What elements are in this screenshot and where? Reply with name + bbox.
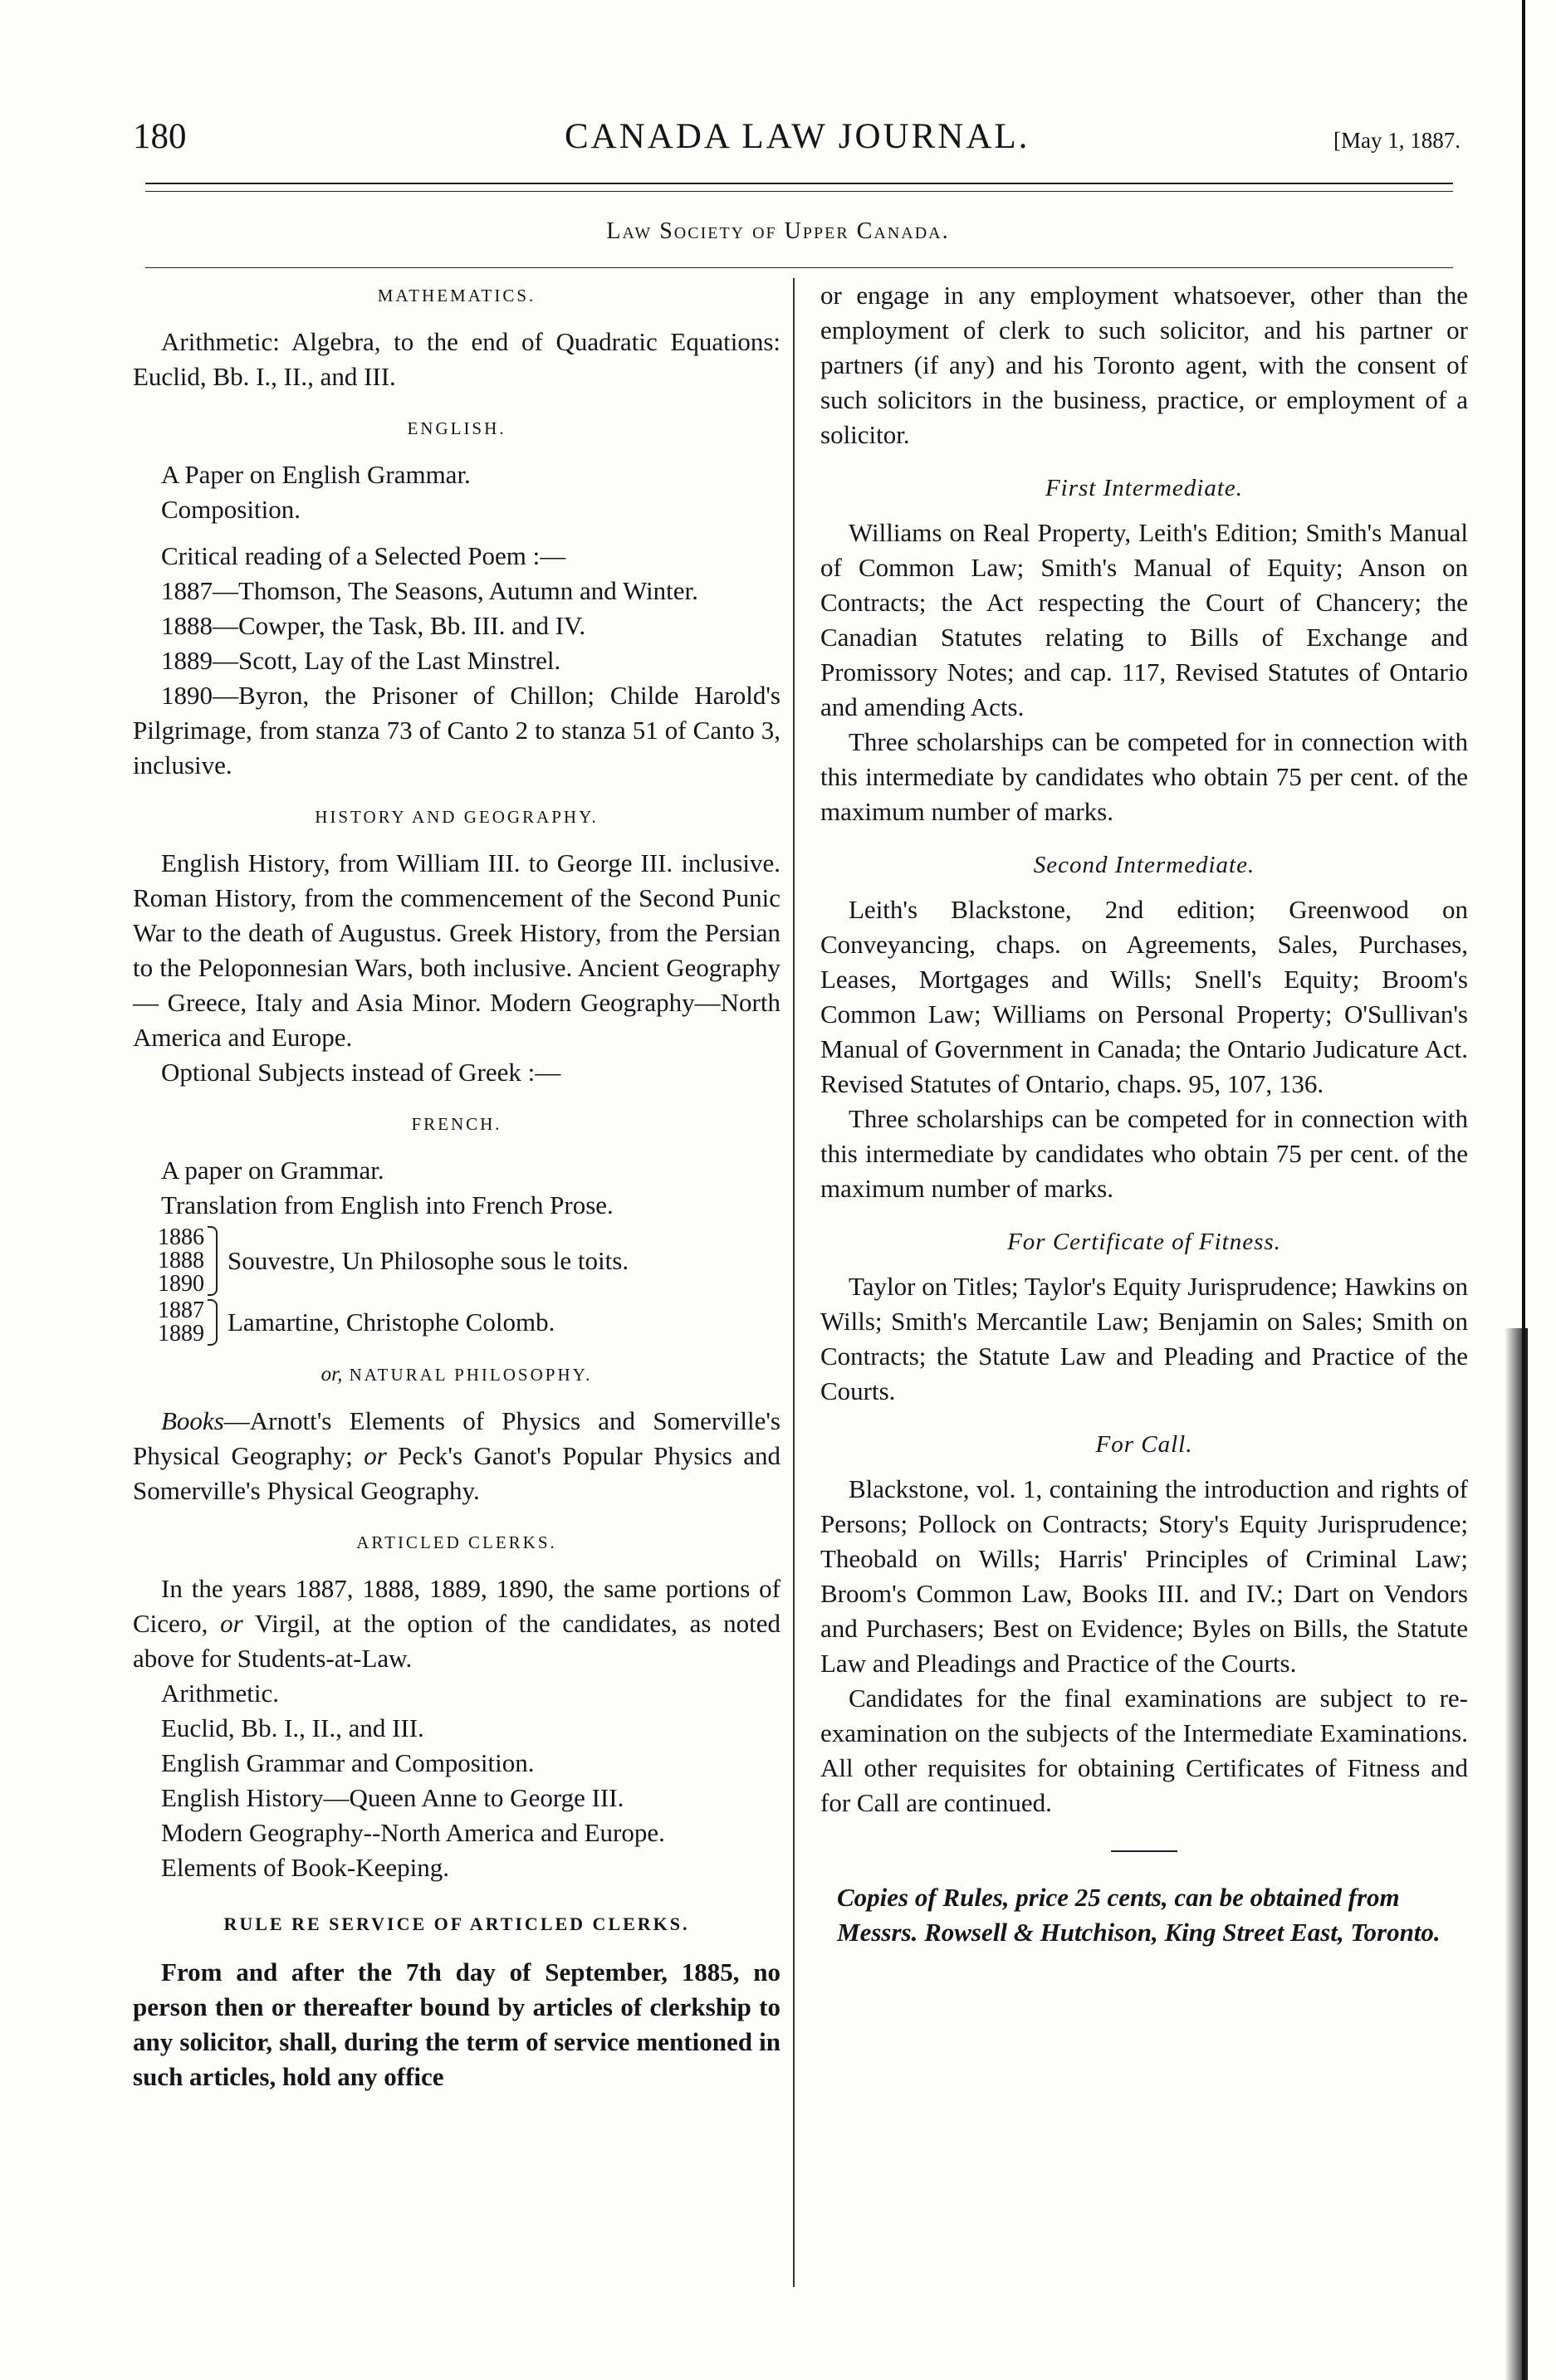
natural-philosophy-label: NATURAL PHILOSOPHY. xyxy=(349,1365,593,1385)
running-head xyxy=(133,116,1461,166)
journal-title: CANADA LAW JOURNAL. xyxy=(565,117,1030,156)
year-list xyxy=(158,1226,204,1296)
reading-title: Lamartine, Christophe Colomb. xyxy=(228,1307,555,1337)
separator-rule xyxy=(1111,1850,1177,1852)
call-text: Blackstone, vol. 1, containing the introduction and rights of Persons; Pollock on Contracts; Story's Equity Jurisprudence; Theobald on Wills; Harris' Principles of Criminal Law; Broom's Common Law, Books III. and IV.; Dart on Vendors and Purchasers; Best on Evidence; Byles on Bills, the Statute Law and Pleadings and Practice of the Courts. xyxy=(820,1474,1468,1678)
books-text-b: Peck's Ganot's Popular Physics and Somerville's Physical Geography. xyxy=(133,1441,780,1505)
mathematics-text: Arithmetic: Algebra, to the end of Quadratic Equations: Euclid, Bb. I., II., and III. xyxy=(133,327,780,391)
english-composition-line: Composition. xyxy=(161,495,301,524)
articled-text-b: Virgil, at the option of the candidates, as noted above for Students-at-Law. xyxy=(133,1609,780,1673)
second-intermediate-scholarships: Three scholarships can be competed for in connection with this intermediate by candidates who obtain 75 per cent. of the maximum number of marks. xyxy=(820,1104,1468,1203)
clerk-subject-item: English Grammar and Composition. xyxy=(161,1748,535,1777)
articled-text-a: In the years 1887, 1888, 1889, 1890, the same portions of Cicero, xyxy=(133,1574,780,1638)
books-label: Books xyxy=(161,1406,224,1435)
history-heading: HISTORY AND GEOGRAPHY. xyxy=(315,807,599,827)
clerk-subject-item: Euclid, Bb. I., II., and III. xyxy=(161,1713,424,1742)
first-intermediate-heading: First Intermediate. xyxy=(1045,475,1244,501)
page-edge-shadow xyxy=(1505,1328,1528,2380)
call-heading: For Call. xyxy=(1095,1431,1193,1458)
history-text: English History, from William III. to George III. inclusive. Roman History, from the commencement of the Second Punic War to the death of Augustus. Greek History, from the Persian to the Peloponnesian Wars, both inclusive. Ancient Geography — Greece, Italy and Asia Minor. Modern Geography—North America and Europe. xyxy=(133,848,780,1052)
clerk-subject-item: English History—Queen Anne to George III. xyxy=(161,1783,624,1812)
first-intermediate-text: Williams on Real Property, Leith's Edition; Smith's Manual of Common Law; Smith's Manual of Equity; Anson on Contracts; the Act respecting the Court of Chancery; the Canadian Statutes relating to Bills of Exchange and Promissory Notes; and cap. 117, Revised Statutes of Ontario and amending Acts. xyxy=(820,518,1468,721)
articled-clerks-text xyxy=(133,1571,780,1676)
issue-date: [May 1, 1887. xyxy=(1333,128,1461,153)
header-rule-top xyxy=(145,183,1453,184)
mathematics-heading: MATHEMATICS. xyxy=(377,286,536,305)
fitness-heading: For Certificate of Fitness. xyxy=(1007,1229,1281,1255)
optional-subjects-line: Optional Subjects instead of Greek :— xyxy=(161,1058,561,1087)
year-label: 1890 xyxy=(158,1271,204,1297)
french-translation-line: Translation from English into French Prose. xyxy=(161,1190,614,1219)
or-word: or xyxy=(220,1609,243,1638)
natural-philosophy-heading xyxy=(133,1357,780,1392)
poem-1888: 1888—Cowper, the Task, Bb. III. and IV. xyxy=(161,611,586,640)
brace-mark xyxy=(208,1226,218,1296)
articled-clerks-heading: ARTICLED CLERKS. xyxy=(356,1532,557,1552)
continuation-text: or engage in any employment whatsoever, other than the employment of clerk to such solicitor, and his partner or partners (if any) and his Toronto agent, with the consent of such solicitors in the business, practice, or employment of a solicitor. xyxy=(820,281,1468,449)
year-label: 1886 xyxy=(158,1224,204,1250)
reading-title: Souvestre, Un Philosophe sous le toits. xyxy=(228,1246,629,1275)
critical-reading-line: Critical reading of a Selected Poem :— xyxy=(161,541,566,570)
section-heading: Law Society of Upper Canada. xyxy=(606,218,950,244)
poem-1889: 1889—Scott, Lay of the Last Minstrel. xyxy=(161,646,561,675)
french-reading-group-1 xyxy=(158,1226,780,1296)
first-intermediate-scholarships: Three scholarships can be competed for in connection with this intermediate by candidates who obtain 75 per cent. of the maximum number of marks. xyxy=(820,727,1468,826)
right-column xyxy=(820,278,1468,1950)
year-label: 1889 xyxy=(158,1321,204,1346)
rule-re-service-text: From and after the 7th day of September, 1885, no person then or thereafter bound by articles of clerkship to any solicitor, shall, during the term of service mentioned in such articles, hold any office xyxy=(133,1957,780,2091)
french-heading: FRENCH. xyxy=(411,1114,502,1134)
header-rule-bottom xyxy=(145,191,1453,192)
clerk-subject-item: Elements of Book-Keeping. xyxy=(161,1853,449,1882)
clerk-subject-item: Modern Geography--North America and Europe. xyxy=(161,1818,665,1847)
poem-1887: 1887—Thomson, The Seasons, Autumn and Winter. xyxy=(161,576,698,605)
or-word: or xyxy=(364,1441,387,1470)
second-intermediate-text: Leith's Blackstone, 2nd edition; Greenwood on Conveyancing, chaps. on Agreements, Sales, Purchases, Leases, Mortgages and Wills; Snell's Equity; Broom's Common Law; Williams on Personal Property; O'Sullivan's Manual of Government in Canada; the Ontario Judicature Act. Revised Statutes of Ontario, chaps. 95, 107, 136. xyxy=(820,895,1468,1098)
french-grammar-line: A paper on Grammar. xyxy=(161,1156,384,1185)
subhead-rule xyxy=(145,267,1453,268)
call-final-text: Candidates for the final examinations are subject to re-examination on the subjects of the Intermediate Examinations. All other requisites for obtaining Certificates of Fitness and for Call are continued. xyxy=(820,1684,1468,1817)
poem-1890: 1890—Byron, the Prisoner of Chillon; Childe Harold's Pilgrimage, from stanza 73 of Canto 2 to stanza 51 of Canto 3, inclusive. xyxy=(133,681,780,779)
french-reading-group-2 xyxy=(158,1299,780,1346)
brace-mark xyxy=(208,1299,218,1346)
second-intermediate-heading: Second Intermediate. xyxy=(1033,852,1255,878)
rule-re-service-heading: RULE RE SERVICE OF ARTICLED CLERKS. xyxy=(223,1913,690,1934)
year-list xyxy=(158,1299,204,1346)
natural-philosophy-text xyxy=(133,1404,780,1508)
or-word: or, xyxy=(320,1363,343,1385)
english-heading: ENGLISH. xyxy=(407,418,506,438)
books-text-a: —Arnott's Elements of Physics and Somerville's Physical Geography; xyxy=(133,1406,780,1470)
year-label: 1888 xyxy=(158,1248,204,1273)
copies-of-rules-notice: Copies of Rules, price 25 cents, can be obtained from Messrs. Rowsell & Hutchison, King Street East, Toronto. xyxy=(837,1883,1441,1947)
column-divider xyxy=(793,278,795,2287)
left-column xyxy=(133,278,780,2094)
fitness-text: Taylor on Titles; Taylor's Equity Jurisprudence; Hawkins on Wills; Smith's Mercantile Law; Benjamin on Sales; Smith on Contracts; the Statute Law and Pleading and Practice of the Courts. xyxy=(820,1272,1468,1405)
year-label: 1887 xyxy=(158,1298,204,1323)
clerk-subject-item: Arithmetic. xyxy=(161,1679,280,1708)
english-grammar-line: A Paper on English Grammar. xyxy=(161,460,471,489)
page-number: 180 xyxy=(133,117,187,156)
